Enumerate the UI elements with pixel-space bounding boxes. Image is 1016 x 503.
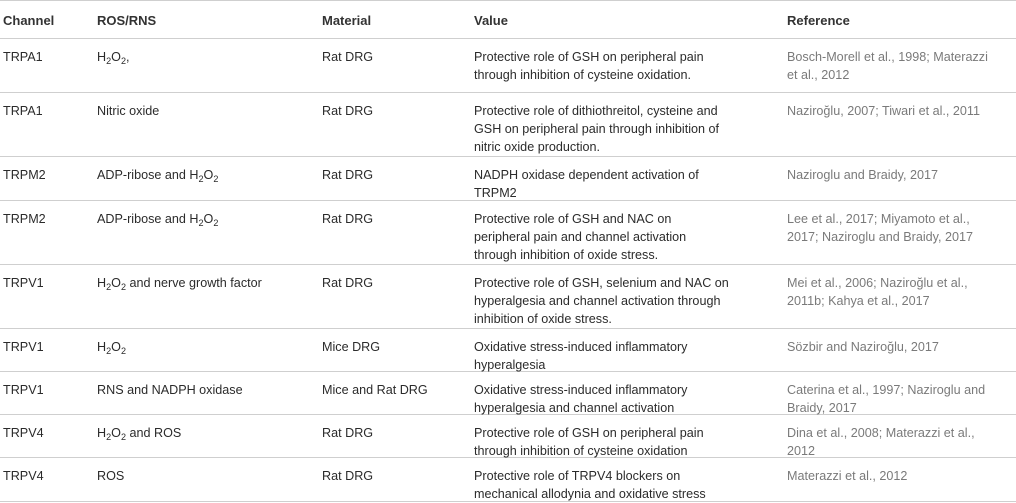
header-ros-rns: ROS/RNS — [97, 13, 157, 28]
value-line: Protective role of GSH, selenium and NAC on — [474, 276, 729, 290]
table-row — [0, 157, 1016, 201]
value-line: peripheral pain and channel activation — [474, 230, 687, 244]
reference-line: Materazzi et al., 2012 — [787, 469, 908, 483]
cell-channel: TRPA1 — [3, 104, 43, 118]
value-line: Protective role of TRPV4 blockers on — [474, 469, 681, 483]
cell-ros-rns: Nitric oxide — [97, 104, 160, 118]
cell-reference — [787, 166, 938, 184]
value-line: through inhibition of cysteine oxidation — [474, 444, 688, 458]
value-line: hyperalgesia — [474, 358, 546, 372]
table-row — [0, 458, 1016, 502]
value-line: Oxidative stress-induced inflammatory — [474, 383, 688, 397]
cell-ros-rns: ROS — [97, 469, 125, 483]
reference-line: Lee et al., 2017; Miyamoto et al., — [787, 212, 970, 226]
value-line: TRPM2 — [474, 186, 517, 200]
reference-line: Dina et al., 2008; Materazzi et al., — [787, 426, 975, 440]
cell-channel: TRPM2 — [3, 212, 46, 226]
reference-line: Mei et al., 2006; Naziroğlu et al., — [787, 276, 968, 290]
cell-ros-rns: $H_2O_2$, — [97, 50, 130, 67]
reference-line: 2012 — [787, 444, 816, 458]
value-line: Protective role of dithiothreitol, cysteine and — [474, 104, 718, 118]
cell-value — [474, 424, 704, 460]
reference-line: Naziroglu and Braidy, 2017 — [787, 168, 938, 182]
value-line: nitric oxide production. — [474, 140, 601, 154]
cell-material: Rat DRG — [322, 426, 374, 440]
cell-ros-rns: ADP-ribose and $H_2O_2$ — [97, 212, 219, 229]
cell-value — [474, 274, 729, 328]
cell-reference — [787, 102, 980, 120]
table-body — [0, 39, 1016, 502]
cell-value — [474, 102, 719, 156]
reference-line: 2011b; Kahya et al., 2017 — [787, 294, 930, 308]
table-row — [0, 201, 1016, 265]
cell-material: Rat DRG — [322, 168, 374, 182]
cell-material: Rat DRG — [322, 469, 374, 483]
cell-reference — [787, 338, 939, 356]
cell-channel: TRPV4 — [3, 426, 44, 440]
cell-value — [474, 166, 699, 202]
cell-value — [474, 210, 686, 264]
cell-reference — [787, 381, 985, 417]
cell-ros-rns: $H_2O_2$ — [97, 340, 126, 357]
cell-reference — [787, 467, 907, 485]
value-line: Oxidative stress-induced inflammatory — [474, 340, 688, 354]
cell-reference — [787, 210, 973, 246]
cell-reference — [787, 48, 988, 84]
cell-ros-rns: RNS and NADPH oxidase — [97, 383, 243, 397]
header-reference: Reference — [787, 13, 850, 28]
cell-channel: TRPV1 — [3, 383, 44, 397]
cell-material: Rat DRG — [322, 276, 374, 290]
value-line: mechanical allodynia and oxidative stress — [474, 487, 706, 501]
cell-material: Mice and Rat DRG — [322, 383, 428, 397]
cell-ros-rns: $H_2O_2$ and nerve growth factor — [97, 276, 262, 293]
value-line: Protective role of GSH on peripheral pain — [474, 50, 704, 64]
cell-reference — [787, 274, 968, 310]
cell-material: Rat DRG — [322, 104, 374, 118]
value-line: inhibition of oxide stress. — [474, 312, 612, 326]
header-channel: Channel — [3, 13, 55, 28]
reference-line: Bosch-Morell et al., 1998; Materazzi — [787, 50, 988, 64]
cell-ros-rns: ADP-ribose and $H_2O_2$ — [97, 168, 219, 185]
cell-value — [474, 338, 687, 374]
cell-material: Mice DRG — [322, 340, 381, 354]
cell-channel: TRPM2 — [3, 168, 46, 182]
value-line: Protective role of GSH on peripheral pain — [474, 426, 704, 440]
table-header-row — [0, 0, 1016, 39]
header-value: Value — [474, 13, 508, 28]
table-row — [0, 265, 1016, 329]
cell-value — [474, 381, 687, 417]
cell-ros-rns: $H_2O_2$ and ROS — [97, 426, 182, 443]
cell-channel: TRPV1 — [3, 276, 44, 290]
cell-material: Rat DRG — [322, 50, 374, 64]
table-row — [0, 39, 1016, 93]
value-line: hyperalgesia and channel activation through — [474, 294, 721, 308]
table-row — [0, 372, 1016, 415]
reference-line: Braidy, 2017 — [787, 401, 857, 415]
reference-line: 2017; Naziroglu and Braidy, 2017 — [787, 230, 973, 244]
reference-line: Naziroğlu, 2007; Tiwari et al., 2011 — [787, 104, 980, 118]
cell-value — [474, 48, 704, 84]
cell-channel: TRPA1 — [3, 50, 43, 64]
value-line: Protective role of GSH and NAC on — [474, 212, 672, 226]
cell-value — [474, 467, 706, 503]
value-line: NADPH oxidase dependent activation of — [474, 168, 699, 182]
value-line: GSH on peripheral pain through inhibition of — [474, 122, 720, 136]
header-material: Material — [322, 13, 372, 28]
value-line: through inhibition of cysteine oxidation. — [474, 68, 692, 82]
value-line: hyperalgesia and channel activation — [474, 401, 675, 415]
cell-reference — [787, 424, 975, 460]
reference-line: Caterina et al., 1997; Naziroglu and — [787, 383, 986, 397]
reference-line: Sözbir and Naziroğlu, 2017 — [787, 340, 939, 354]
reference-line: et al., 2012 — [787, 68, 850, 82]
table-row — [0, 329, 1016, 372]
cell-channel: TRPV4 — [3, 469, 44, 483]
value-line: through inhibition of oxide stress. — [474, 248, 659, 262]
cell-material: Rat DRG — [322, 212, 374, 226]
table-row — [0, 93, 1016, 157]
table-row — [0, 415, 1016, 458]
cell-channel: TRPV1 — [3, 340, 44, 354]
